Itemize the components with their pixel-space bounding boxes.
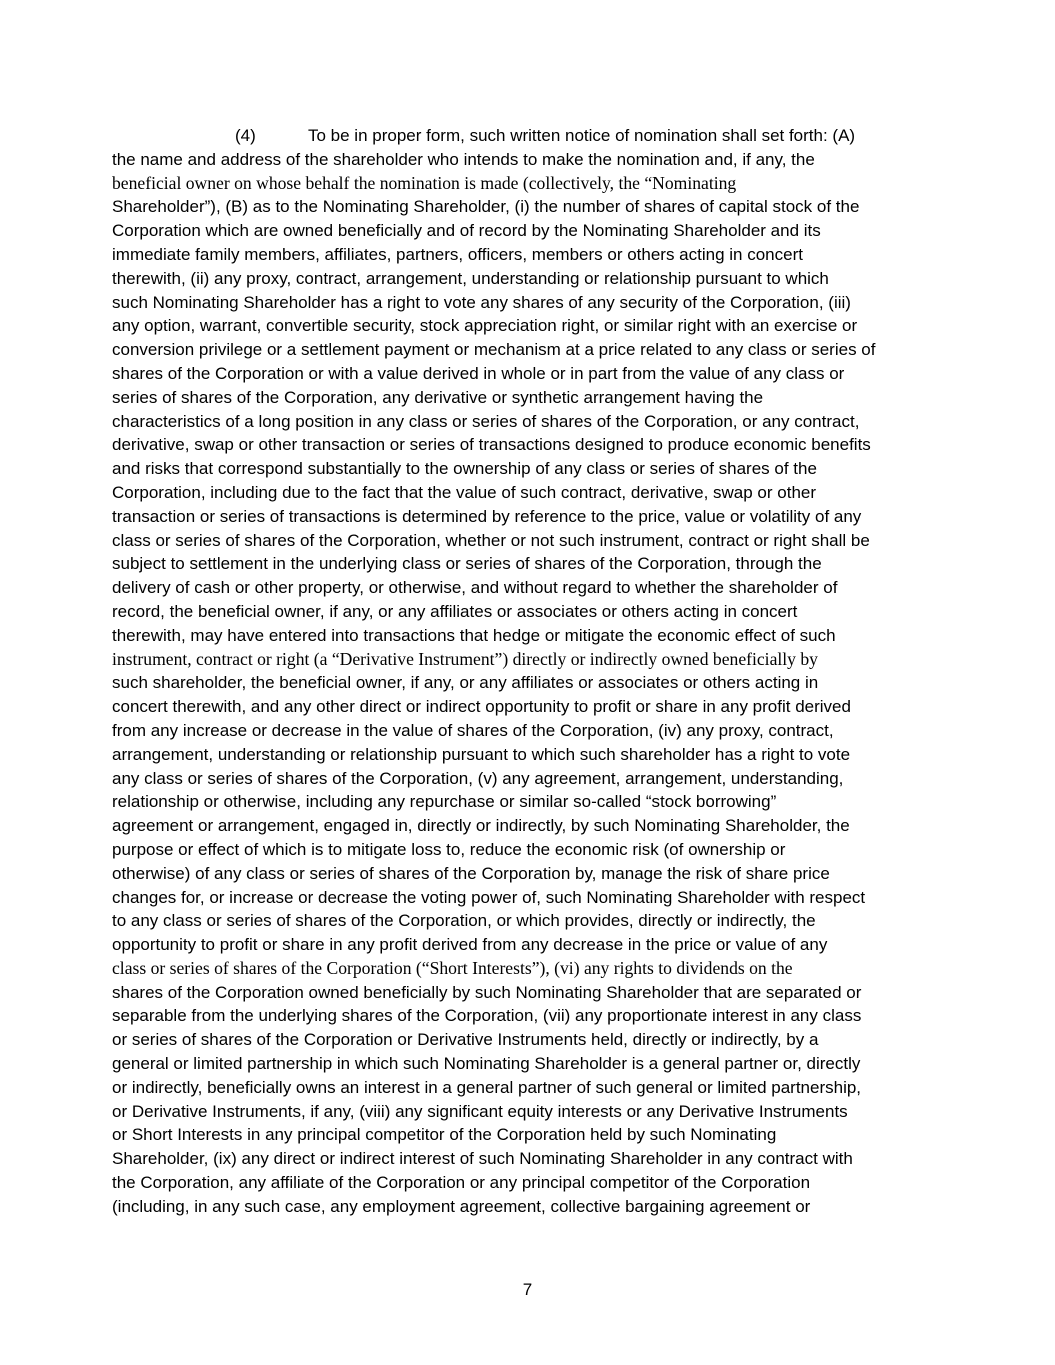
paragraph-line: class or series of shares of the Corporation, whether or not such instrument, contract or right shall be [112,530,870,550]
paragraph-line: series of shares of the Corporation, any derivative or synthetic arrangement having the [112,387,764,407]
paragraph-line: Corporation, including due to the fact that the value of such contract, derivative, swap or other [112,482,817,502]
page-number: 7 [522,1280,533,1299]
paragraph-line: changes for, or increase or decrease the voting power of, such Nominating Shareholder with respect [112,887,866,907]
paragraph-line: general or limited partnership in which such Nominating Shareholder is a general partner or, directly [112,1054,861,1074]
paragraph-line: such shareholder, the beneficial owner, if any, or any affiliates or associates or others acting in [112,673,819,693]
paragraph-number: (4) [235,126,256,145]
paragraph-line: class or series of shares of the Corporation (“Short Interests”), (vi) any rights to dividends on the [112,957,793,978]
paragraph-line: or Derivative Instruments, if any, (viii) any significant equity interests or any Derivative Instruments [112,1101,848,1121]
paragraph-line: characteristics of a long position in any class or series of shares of the Corporation, or any contract, [112,411,860,431]
paragraph-line: or indirectly, beneficially owns an interest in a general partner of such general or limited partnership, [112,1077,862,1097]
paragraph-line: agreement or arrangement, engaged in, directly or indirectly, by such Nominating Shareholder, the [112,816,850,836]
paragraph-line: relationship or otherwise, including any repurchase or similar so-called “stock borrowing” [112,792,777,812]
paragraph-line: (including, in any such case, any employment agreement, collective bargaining agreement or [112,1196,811,1216]
paragraph-line: opportunity to profit or share in any profit derived from any decrease in the price or value of any [112,935,828,955]
paragraph-line: record, the beneficial owner, if any, or any affiliates or associates or others acting in concert [112,601,798,621]
paragraph-body [112,124,962,1219]
paragraph-line: and risks that correspond substantially to the ownership of any class or series of shares of the [112,459,817,479]
paragraph-line: concert therewith, and any other direct or indirect opportunity to profit or share in any profit derived [112,697,851,717]
paragraph-line: delivery of cash or other property, or otherwise, and without regard to whether the shareholder of [112,578,838,598]
paragraph-line: such Nominating Shareholder has a right to vote any shares of any security of the Corporation, (iii) [112,292,851,312]
paragraph-line: the name and address of the shareholder who intends to make the nomination and, if any, the [112,149,815,169]
paragraph-line: therewith, may have entered into transactions that hedge or mitigate the economic effect of such [112,625,836,645]
paragraph-line: the Corporation, any affiliate of the Corporation or any principal competitor of the Corporation [112,1173,811,1193]
paragraph-line: otherwise) of any class or series of shares of the Corporation by, manage the risk of share price [112,863,830,883]
paragraph-line: to any class or series of shares of the Corporation, or which provides, directly or indirectly, the [112,911,816,931]
paragraph-line: arrangement, understanding or relationship pursuant to which such shareholder has a right to vote [112,744,851,764]
paragraph-line: subject to settlement in the underlying class or series of shares of the Corporation, through the [112,554,822,574]
paragraph-line: or Short Interests in any principal competitor of the Corporation held by such Nominating [112,1125,777,1145]
paragraph-line: any option, warrant, convertible security, stock appreciation right, or similar right with an exercise or [112,316,858,336]
paragraph-line: purpose or effect of which is to mitigate loss to, reduce the economic risk (of ownership or [112,839,786,859]
paragraph-line: immediate family members, affiliates, partners, officers, members or others acting in concert [112,244,803,264]
paragraph-line: beneficial owner on whose behalf the nomination is made (collectively, the “Nominating [112,172,737,193]
paragraph-line: shares of the Corporation owned beneficially by such Nominating Shareholder that are separated or [112,982,862,1002]
paragraph-first-line [112,124,962,148]
paragraph-line: Shareholder”), (B) as to the Nominating Shareholder, (i) the number of shares of capital stock of the [112,197,860,217]
paragraph-line: instrument, contract or right (a “Derivative Instrument”) directly or indirectly owned beneficially by [112,648,818,669]
paragraph-line: therewith, (ii) any proxy, contract, arrangement, understanding or relationship pursuant to which [112,268,829,288]
paragraph-line: conversion privilege or a settlement payment or mechanism at a price related to any class or series of [112,340,876,360]
paragraph-line: transaction or series of transactions is determined by reference to the price, value or volatility of any [112,506,862,526]
paragraph-line: from any increase or decrease in the value of shares of the Corporation, (iv) any proxy, contract, [112,720,834,740]
paragraph-line: Corporation which are owned beneficially and of record by the Nominating Shareholder and its [112,221,821,241]
paragraph-line: To be in proper form, such written notice of nomination shall set forth: (A) [308,126,856,145]
paragraph-line: any class or series of shares of the Corporation, (v) any agreement, arrangement, understanding, [112,768,844,788]
paragraph-line: derivative, swap or other transaction or series of transactions designed to produce economic benefits [112,435,871,455]
paragraph-line: shares of the Corporation or with a value derived in whole or in part from the value of any class or [112,363,845,383]
paragraph-line: or series of shares of the Corporation or Derivative Instruments held, directly or indirectly, by a [112,1030,819,1050]
paragraph-line: separable from the underlying shares of the Corporation, (vii) any proportionate interest in any class [112,1006,862,1026]
paragraph-line: Shareholder, (ix) any direct or indirect interest of such Nominating Shareholder in any contract with [112,1149,853,1169]
